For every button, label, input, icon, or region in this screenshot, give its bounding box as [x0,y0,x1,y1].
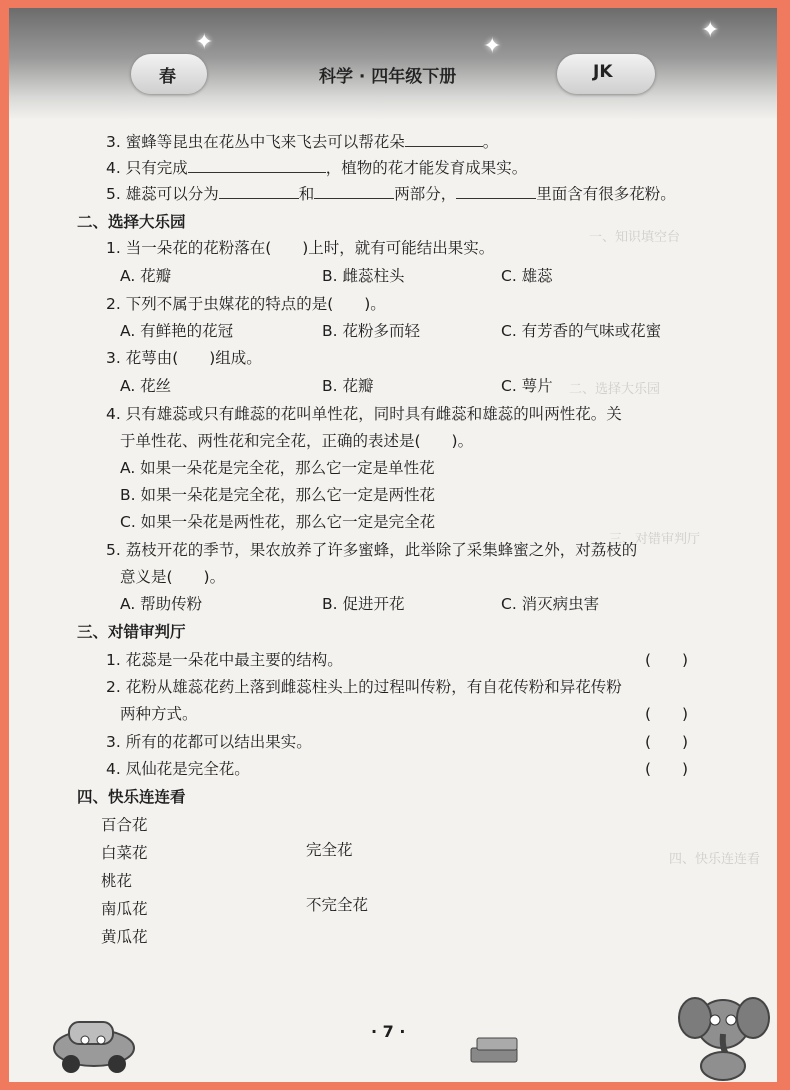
judge-q2-cont: 两种方式。 [120,705,198,723]
choice-option[interactable]: B. 促进开花 [322,595,405,613]
choice-option[interactable]: B. 如果一朵花是完全花，那么它一定是两性花 [120,486,435,504]
answer-paren[interactable]: ( ) [645,651,689,669]
choice-q4-stem: 于单性花、两性花和完全花，正确的表述是( )。 [120,432,474,450]
book-stack-icon [465,1030,525,1070]
cartoon-elephant-icon [675,984,775,1082]
star-icon: ✦ [701,18,720,43]
bleed-through: 一、知识填空台 [589,230,681,245]
bleed-through: 四、快乐连连看 [669,852,761,867]
choice-option[interactable]: B. 花粉多而轻 [322,322,420,340]
fill-question-4: 4. 只有完成 ，植物的花才能发育成果实。 [106,159,528,177]
workbook-page [9,8,777,1082]
choice-option[interactable]: C. 如果一朵花是两性花，那么它一定是完全花 [120,513,436,531]
choice-q4-stem: 4. 只有雄蕊或只有雌蕊的花叫单性花，同时具有雌蕊和雄蕊的叫两性花。关 [106,405,622,423]
bleed-through: 二、选择大乐园 [569,382,661,397]
match-right-item[interactable]: 完全花 [306,841,353,859]
choice-q3-stem: 3. 花萼由( )组成。 [106,349,262,367]
choice-option[interactable]: B. 花瓣 [322,377,374,395]
answer-blank[interactable] [405,134,483,147]
page-number: · 7 · [371,1022,406,1041]
section-title-matching: 四、快乐连连看 [77,788,186,806]
judge-q2: 2. 花粉从雄蕊花药上落到雌蕊柱头上的过程叫传粉，有自花传粉和异花传粉 [106,678,622,696]
match-left-item[interactable]: 百合花 [101,816,148,834]
match-right-item[interactable]: 不完全花 [306,896,369,914]
book-title: 科学 · 四年级下册 [319,67,457,87]
season-label: 春 [159,67,176,87]
match-left-item[interactable]: 白菜花 [101,844,148,862]
fill-question-5: 5. 雄蕊可以分为 和 两部分， 里面含有很多花粉。 [106,185,676,203]
answer-blank[interactable] [188,160,326,173]
choice-q5-stem: 意义是( )。 [120,568,226,586]
edition-label: JK [593,62,613,82]
answer-paren[interactable]: ( ) [645,733,689,751]
answer-blank[interactable] [456,186,536,199]
choice-option[interactable]: A. 有鲜艳的花冠 [120,322,234,340]
choice-option[interactable]: C. 雄蕊 [501,267,553,285]
answer-paren[interactable]: ( ) [645,760,689,778]
match-left-item[interactable]: 桃花 [101,872,133,890]
answer-blank[interactable] [314,186,394,199]
choice-option[interactable]: C. 消灭病虫害 [501,595,600,613]
star-icon: ✦ [195,30,214,55]
choice-option[interactable]: A. 如果一朵花是完全花，那么它一定是单性花 [120,459,435,477]
choice-option[interactable]: B. 雌蕊柱头 [322,267,405,285]
section-title-true-false: 三、对错审判厅 [77,623,186,641]
cartoon-car-icon [49,1008,139,1074]
choice-q2-stem: 2. 下列不属于虫媒花的特点的是( )。 [106,295,386,313]
judge-q4: 4. 凤仙花是完全花。 [106,760,250,778]
match-left-item[interactable]: 南瓜花 [101,900,148,918]
choice-option[interactable]: A. 花瓣 [120,267,172,285]
star-icon: ✦ [483,34,502,59]
fill-question-3: 3. 蜜蜂等昆虫在花丛中飞来飞去可以帮花朵 。 [106,133,499,151]
judge-q3: 3. 所有的花都可以结出果实。 [106,733,312,751]
answer-blank[interactable] [219,186,299,199]
choice-q5-stem: 5. 荔枝开花的季节，果农放养了许多蜜蜂，此举除了采集蜂蜜之外，对荔枝的 [106,541,638,559]
bleed-through: 三、对错审判厅 [609,532,701,547]
match-left-item[interactable]: 黄瓜花 [101,928,148,946]
answer-paren[interactable]: ( ) [645,705,689,723]
judge-q1: 1. 花蕊是一朵花中最主要的结构。 [106,651,343,669]
choice-option[interactable]: A. 帮助传粉 [120,595,203,613]
choice-q1-stem: 1. 当一朵花的花粉落在( )上时，就有可能结出果实。 [106,239,495,257]
choice-option[interactable]: C. 萼片 [501,377,553,395]
section-title-choice: 二、选择大乐园 [77,213,186,231]
choice-option[interactable]: C. 有芳香的气味或花蜜 [501,322,662,340]
choice-option[interactable]: A. 花丝 [120,377,172,395]
